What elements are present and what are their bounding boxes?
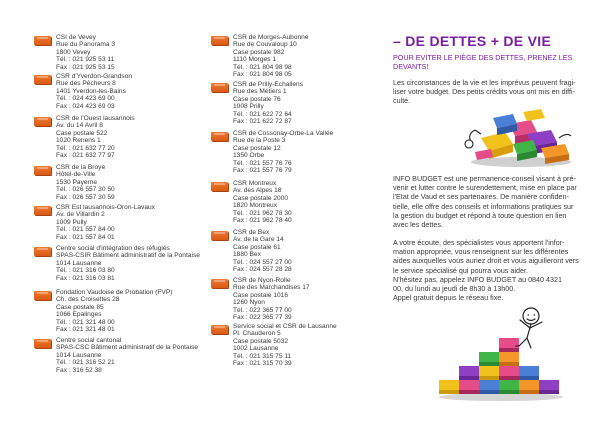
- address-line: Case postale 12: [233, 144, 281, 152]
- address-line: Tél. : 024 557 27 00: [233, 258, 292, 266]
- address-lines: [233, 323, 337, 367]
- address-title: CSR de la Broye: [56, 164, 106, 171]
- brick-icon: [34, 117, 51, 126]
- block-pile: [475, 109, 569, 164]
- paragraph-line: N'hésitez pas, appelez INFO BUDGET au 0840 4321: [393, 275, 563, 284]
- address-line: 1800 Vevey: [56, 48, 91, 56]
- address-title: CSR de Bex: [233, 229, 270, 236]
- brick-icon: [211, 182, 228, 191]
- address-title: Service social et CSR de Lausanne: [233, 323, 337, 330]
- address-title: CSR d'Yverdon-Grandson: [56, 73, 133, 80]
- address-line: Tél. : 021 557 76 76: [233, 159, 292, 167]
- address-line: Fax : 022 365 77 39: [233, 314, 292, 322]
- address-line: Case postale 61: [233, 243, 281, 251]
- address-line: SPAS-CSIR Bâtiment administratif de la Pontaise: [56, 252, 200, 260]
- address-line: Fax : 021 315 70 39: [233, 360, 292, 368]
- address-line: Case postale 1016: [233, 291, 288, 299]
- paragraph-line: tielle, elle offre des conseils et informations pratiques sur: [393, 201, 574, 211]
- address-line: Tél. : 021 962 78 30: [233, 209, 292, 217]
- address-line: Fax : 021 804 98 05: [233, 71, 292, 79]
- specialists-paragraph: [393, 238, 579, 275]
- address-lines: [56, 245, 200, 282]
- brick-icon: [211, 132, 228, 141]
- paragraph-line: Appel gratuit depuis le réseau fixe.: [393, 293, 504, 303]
- brick-icon: [34, 291, 51, 300]
- address-line: Tél. : 024 423 69 00: [56, 95, 115, 103]
- address-lines: [56, 204, 155, 241]
- address-line: SPAS-CSC Bâtiment administratif de la Pontaise: [56, 344, 199, 352]
- address-line: Rue des Métiers 1: [233, 88, 287, 96]
- address-title: CSR Montreux: [233, 180, 277, 187]
- paragraph-line: l'Etat de Vaud et ses partenaires. De manière confiden-: [393, 192, 569, 202]
- address-line: 1530 Payerne: [56, 178, 98, 186]
- address-line: Case postale 76: [233, 95, 281, 103]
- address-line: Rue des Pêcheurs 8: [56, 80, 116, 88]
- address-lines: [233, 229, 292, 273]
- man-on-block-stairs-illustration: [431, 302, 571, 402]
- address-line: Tél. : 021 315 75 11: [233, 352, 292, 360]
- paragraph-line: le service spécialisé qui pourra vous aider.: [393, 265, 529, 275]
- address-line: 1260 Nyon: [233, 299, 265, 307]
- address-line: Pl. Chauderon 5: [233, 330, 281, 338]
- address-line: Case postale 522: [56, 129, 108, 137]
- address-title: CSR de l'Ouest lausannois: [56, 115, 135, 122]
- intro-paragraph: [393, 78, 576, 106]
- address-line: 1066 Epalinges: [56, 311, 102, 319]
- address-line: Tél. : 021 804 98 98: [233, 63, 292, 71]
- address-lines: [56, 337, 198, 374]
- address-line: Tél. : 021 321 48 00: [56, 318, 115, 326]
- address-line: 1009 Pully: [56, 218, 87, 226]
- address-line: Ch. des Croisettes 28: [56, 296, 120, 304]
- page-heading: – DE DETTES + DE VIE: [393, 33, 552, 49]
- address-title: CSR de Morges-Aubonne: [233, 34, 309, 41]
- address-line: Tél. : 021 925 53 11: [56, 56, 115, 64]
- address-title: CSR Est lausannois-Oron-Lavaux: [56, 204, 155, 211]
- address-line: Fax : 024 557 28 28: [233, 266, 292, 274]
- paragraph-line: la gestion du budget et répond à toute question en lien: [393, 210, 567, 220]
- address-line: Av. des Alpes 18: [233, 187, 282, 195]
- info-budget-paragraph: [393, 174, 577, 230]
- paragraph-line: Les circonstances de la vie et les imprévus peuvent fragi-: [393, 78, 576, 87]
- address-title: Centre social cantonal: [56, 337, 122, 344]
- address-title: CSI de Vevey: [56, 34, 96, 41]
- address-line: Fax : 021 925 53 15: [56, 63, 115, 71]
- paragraph-line: avec les dettes.: [393, 220, 443, 230]
- brick-icon: [211, 279, 228, 288]
- address-line: 1880 Bex: [233, 251, 261, 259]
- brick-icon: [211, 325, 228, 334]
- address-line: Rue de la Poste 3: [233, 137, 286, 145]
- address-line: Fax : 024 423 69 03: [56, 102, 115, 110]
- address-lines: [56, 34, 115, 71]
- address-line: 1110 Morges 1: [233, 56, 277, 64]
- address-line: Av. de Villardin 2: [56, 211, 105, 219]
- brick-icon: [34, 166, 51, 175]
- address-line: Case postale 85: [56, 303, 104, 311]
- brick-icon: [34, 339, 51, 348]
- address-line: Fax : 026 557 30 59: [56, 193, 115, 201]
- address-line: 1020 Renens 1: [56, 137, 101, 145]
- address-line: Fax : 021 316 03 81: [56, 274, 115, 282]
- address-title: CSR de Cossonay-Orbe-La Vallée: [233, 130, 334, 137]
- brick-icon: [34, 206, 51, 215]
- address-title: Centre social d'intégration des réfugiés: [56, 245, 170, 252]
- address-title: CSR de Prilly-Echallens: [233, 81, 303, 88]
- address-lines: [233, 180, 292, 224]
- paragraph-line: 00, du lundi au jeudi de 8h30 à 13h00.: [393, 284, 516, 294]
- address-line: Tél. : 021 622 72 64: [233, 110, 292, 118]
- address-line: Fax : 021 557 84 01: [56, 233, 115, 241]
- man-crushed-by-blocks-illustration: [463, 104, 575, 168]
- address-line: Case postale 2000: [233, 194, 288, 202]
- address-line: Rue de Couvaloup 10: [233, 41, 297, 49]
- address-line: 1401 Yverdon-les-Bains: [56, 87, 126, 95]
- address-line: 1820 Montreux: [233, 202, 277, 210]
- paragraph-line: culté.: [393, 96, 411, 106]
- address-line: Av. de la Gare 14: [233, 236, 284, 244]
- brick-icon: [34, 75, 51, 84]
- paragraph-line: A votre écoute, des spécialistes vous apportent l'infor-: [393, 238, 565, 247]
- address-line: Tél. : 021 316 52 21: [56, 359, 115, 367]
- address-line: 1014 Lausanne: [56, 259, 102, 267]
- address-line: Tél. : 022 365 77 00: [233, 306, 292, 314]
- address-lines: [56, 289, 172, 333]
- block-stairs: [439, 338, 559, 394]
- paragraph-line: mation appropriée, vous renseignent sur les différentes: [393, 247, 569, 257]
- address-line: Fax : 021 632 77 97: [56, 152, 115, 160]
- address-lines: [233, 34, 309, 78]
- address-line: Case postale 982: [233, 48, 285, 56]
- happy-man-figure: [516, 308, 542, 348]
- address-line: Tél. : 026 557 30 50: [56, 186, 115, 194]
- paragraph-line: INFO BUDGET est une permanence-conseil visant à pré-: [393, 174, 576, 183]
- address-line: Av. du 14 Avril 8: [56, 122, 103, 130]
- address-line: Fax : 316 52 38: [56, 366, 102, 374]
- address-line: Fax : 021 321 48 01: [56, 326, 115, 334]
- address-lines: [56, 164, 115, 201]
- address-title: Fondation Vaudoise de Probation (FVP): [56, 289, 173, 296]
- paragraph-line: venir et lutter contre le surendettement, mise en place par: [393, 183, 577, 193]
- paragraph-line: aides auxquelles vous auriez droit et vous aiguilleront vers: [393, 256, 579, 266]
- call-paragraph: [393, 275, 571, 303]
- address-line: 1014 Lausanne: [56, 351, 102, 359]
- address-line: 1002 Lausanne: [233, 345, 279, 353]
- address-line: Case postale 5032: [233, 337, 288, 345]
- address-line: Hôtel-de-Ville: [56, 171, 96, 179]
- address-line: Tél. : 021 557 84 00: [56, 226, 115, 234]
- address-line: Fax : 021 962 78 40: [233, 217, 292, 225]
- address-lines: [233, 277, 310, 321]
- brick-icon: [211, 36, 228, 45]
- info-column: [393, 0, 593, 429]
- address-line: Fax : 021 622 72 87: [233, 118, 292, 126]
- address-line: Fax : 021 557 76 79: [233, 167, 292, 175]
- address-line: Rue du Panorama 3: [56, 41, 116, 49]
- address-line: Tél. : 021 632 77 20: [56, 144, 115, 152]
- brick-icon: [211, 83, 228, 92]
- brick-icon: [211, 231, 228, 240]
- address-lines: [56, 73, 132, 110]
- address-line: Tél. : 021 316 03 80: [56, 267, 115, 275]
- address-lines: [233, 130, 333, 174]
- address-lines: [233, 81, 303, 125]
- address-line: 1008 Prilly: [233, 103, 264, 111]
- page-subheading: POUR EVITER LE PIÈGE DES DETTES, PRENEZ LES DEVANTS!: [393, 53, 573, 71]
- address-lines: [56, 115, 135, 159]
- brick-icon: [34, 247, 51, 256]
- address-line: 1350 Orbe: [233, 152, 265, 160]
- address-title: CSR de Nyon-Rolle: [233, 277, 291, 284]
- address-line: Rue des Marchandises 17: [233, 284, 310, 292]
- paragraph-line: liser votre budget. Des petits crédits vous ont mis en diffi-: [393, 87, 576, 97]
- brick-icon: [34, 36, 51, 45]
